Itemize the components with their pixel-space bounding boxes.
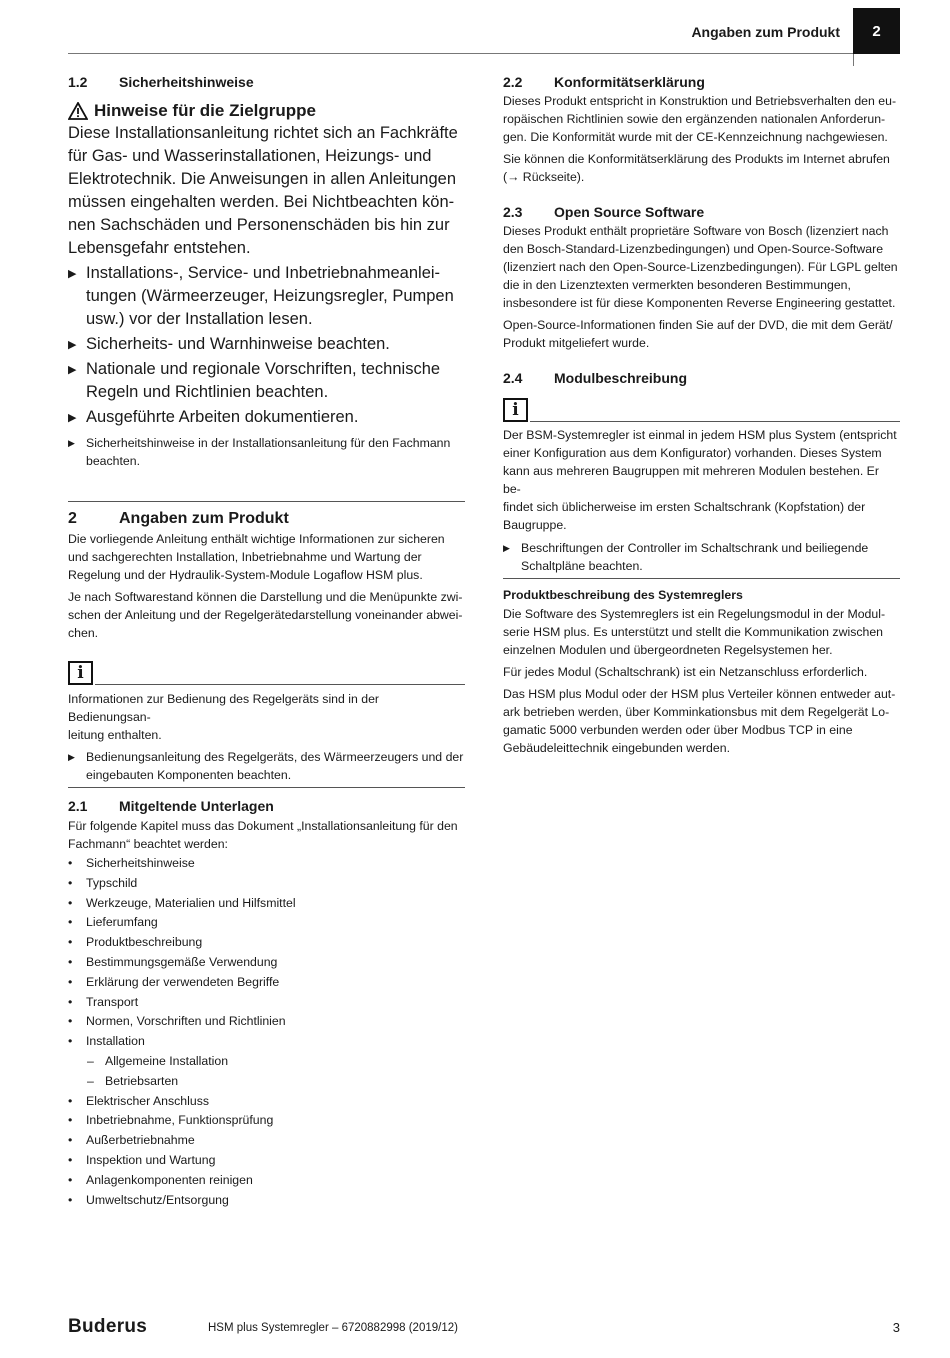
list-item: • Installation [68, 1032, 465, 1052]
section-2-1-heading: 2.1 Mitgeltende Unterlagen [68, 798, 274, 814]
list-item: • Normen, Vorschriften und Richtlinien [68, 1012, 465, 1032]
paragraph: Die Software des Systemreglers ist ein Regelungsmodul in der Modul- serie HSM plus. Es unterstützt und stellt die Kommunikation zwischen einzelnen Modulen und übergeordneten Regelsystemen her. [503, 607, 886, 657]
paragraph: Sie können die Konformitätserklärung des Produkts im Internet abrufen (→ Rückseite). [503, 152, 890, 184]
section-2-3-block [503, 204, 900, 352]
paragraph: Dieses Produkt enthält proprietäre Software von Bosch (lizenziert nach den Bosch-Standard-Lizenzbedingungen) und Open-Source-Software (lizenziert nach den Open-Source-Lizenzbedingungen). Für LGPL gelten die in den Lizenztexten vermerkten besonderen Bestimmungen, insbesondere ist für diese Komponenten Reverse Engineering gestattet. [503, 224, 898, 310]
warning-action-item: ▶ Installations-, Service- und Inbetriebnahmeanlei- tungen (Wärmeerzeuger, Heizungsregler, Pumpen usw.) vor der Installation lesen. [68, 262, 465, 331]
section-2-4-heading: 2.4 Modulbeschreibung [503, 370, 687, 386]
paragraph: Für jedes Modul (Schaltschrank) ist ein Netzanschluss erforderlich. [503, 665, 868, 679]
info-action-item: ▶ Bedienungsanleitung des Regelgeräts, des Wärmeerzeugers und der eingebauten Komponenten beachten. [68, 748, 465, 784]
list-item: • Inbetriebnahme, Funktionsprüfung [68, 1111, 465, 1131]
list-item: • Werkzeuge, Materialien und Hilfsmittel [68, 894, 465, 914]
info-block [68, 661, 465, 788]
running-header-title: Angaben zum Produkt [691, 24, 840, 40]
warning-action-item: ▶ Ausgeführte Arbeiten dokumentieren. [68, 406, 465, 429]
list-item: • Umweltschutz/Entsorgung [68, 1191, 465, 1211]
paragraph: Das HSM plus Modul oder der HSM plus Verteiler können entweder aut- ark betrieben werden, über Komminkationsbus mit dem Regelgerät Lo- gamatic 5000 verbunden werden oder über Modbus TCP in eine Gebäudeleittechnik eingebunden werden. [503, 687, 896, 755]
warning-action-item: ▶ Nationale und regionale Vorschriften, technische Regeln und Richtlinien beachten. [68, 358, 465, 404]
section-2-block [68, 510, 465, 642]
list-item: • Elektrischer Anschluss [68, 1092, 465, 1112]
info-text: Informationen zur Bedienung des Regelgeräts sind in der Bedienungsan- leitung enthalten. [68, 692, 380, 742]
warning-heading: Hinweise für die Zielgruppe [68, 101, 465, 121]
safety-action-item: ▶ Sicherheitshinweise in der Installationsanleitung für den Fachmann beachten. [68, 434, 465, 470]
section-1-2-heading: 1.2 Sicherheitshinweise [68, 74, 254, 90]
warning-action-item: ▶ Sicherheits- und Warnhinweise beachten. [68, 333, 465, 356]
list-item: • Anlagenkomponenten reinigen [68, 1171, 465, 1191]
sub-list-item: – Betriebsarten [68, 1072, 465, 1092]
warning-triangle-icon [68, 102, 88, 120]
section-2-2-block [503, 74, 900, 186]
section-2-2-heading: 2.2 Konformitätserklärung [503, 74, 705, 90]
section-2-heading: 2 Angaben zum Produkt [68, 510, 289, 527]
section-divider [68, 501, 465, 502]
info-action-item: ▶ Beschriftungen der Controller im Schaltschrank und beiliegende Schaltpläne beachten. [503, 539, 900, 575]
paragraph: Die vorliegende Anleitung enthält wichtige Informationen zur sicheren und sachgerechten Installation, Inbetriebnahme und Wartung der Regelung und der Hydraulik-System-Module Logaflow HSM plus. [68, 532, 445, 582]
info-icon: i [503, 398, 528, 422]
warning-block [68, 101, 465, 470]
paragraph: Für folgende Kapitel muss das Dokument „Installationsanleitung für den Fachmann“ beachtet werden: [68, 819, 458, 851]
page-number: 3 [892, 1320, 900, 1335]
list-item: • Außerbetriebnahme [68, 1131, 465, 1151]
section-2-1-block [68, 798, 465, 1210]
section-2-4-block [503, 370, 900, 579]
paragraph: Open-Source-Informationen finden Sie auf der DVD, die mit dem Gerät/ Produkt mitgeliefert wurde. [503, 318, 893, 350]
sub-list-item: – Allgemeine Installation [68, 1052, 465, 1072]
chapter-list [68, 854, 465, 1210]
list-item: • Erklärung der verwendeten Begriffe [68, 973, 465, 993]
info-icon: i [68, 661, 93, 685]
list-item: • Typschild [68, 874, 465, 894]
paragraph: Dieses Produkt entspricht in Konstruktion und Betriebsverhalten den eu- ropäischen Richtlinien sowie den ergänzenden nationalen Anforderun- gen. Die Konformität wurde mit der CE-Kennzeichnung nachgewiesen. [503, 94, 897, 144]
product-description-heading: Produktbeschreibung des Systemreglers [503, 588, 743, 602]
section-2-3-heading: 2.3 Open Source Software [503, 204, 705, 220]
info-header [68, 661, 465, 685]
list-item: • Lieferumfang [68, 913, 465, 933]
header-rule [68, 53, 853, 54]
info-header [503, 398, 900, 422]
list-item: • Transport [68, 993, 465, 1013]
list-item: • Sicherheitshinweise [68, 854, 465, 874]
chapter-number-badge: 2 [853, 8, 900, 54]
list-item: • Bestimmungsgemäße Verwendung [68, 953, 465, 973]
product-description-block [503, 586, 900, 757]
warning-text: Diese Installationsanleitung richtet sich an Fachkräfte für Gas- und Wasserinstallationen, Heizungs- und Elektrotechnik. Die Anweisungen in allen Anleitungen müssen eingehalten werden. Bei Nichtbeachten kön- nen Sachschäden und Personenschäden bis hin zur Lebensgefahr entstehen. [68, 124, 458, 257]
list-item: • Inspektion und Wartung [68, 1151, 465, 1171]
buderus-logo: Buderus [68, 1316, 148, 1337]
paragraph: Je nach Softwarestand können die Darstellung und die Menüpunkte zwi- schen der Anleitung und der Regelgerätedarstellung voneinander abwei- chen. [68, 590, 463, 640]
info-text: Der BSM-Systemregler ist einmal in jedem HSM plus System (entspricht einer Konfiguration aus dem Konfigurator) vorhanden. Dieses System kann aus mehreren Baugruppen mit mehreren Modulen bestehen. Er be- findet sich üblicherweise im ersten Schaltschrank (Kopfstation) der Baugruppe. [503, 428, 897, 532]
list-item: • Produktbeschreibung [68, 933, 465, 953]
header-rule-tick [853, 54, 854, 66]
footer-document-info: HSM plus Systemregler – 6720882998 (2019/12) [208, 1322, 458, 1334]
